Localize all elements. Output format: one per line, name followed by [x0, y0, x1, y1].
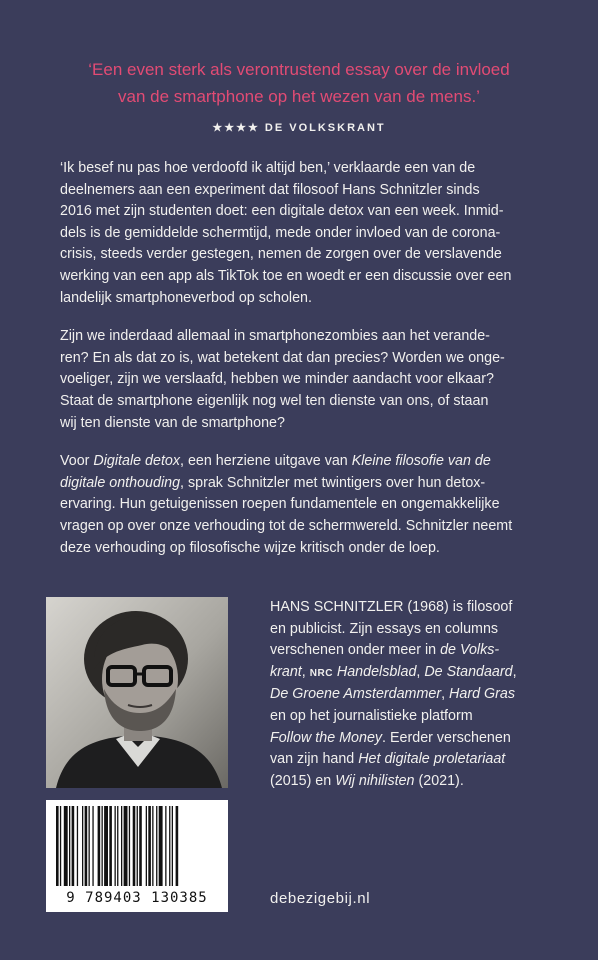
text-run: , een herziene uitgave van	[180, 453, 352, 470]
rating-stars-icon: ★★★★	[212, 122, 260, 134]
barcode-bar	[82, 806, 83, 886]
barcode-bar	[92, 806, 93, 886]
barcode-bar	[85, 806, 88, 886]
barcode-bar	[89, 806, 90, 886]
text-line: landelijk smartphoneverbod op scholen.	[60, 289, 312, 306]
barcode-bar	[172, 806, 173, 886]
barcode-bar	[104, 806, 108, 886]
text-line: HANS SCHNITZLER (1968) is filosoof	[270, 599, 513, 615]
text-run: , sprak Schnitzler met twintigers over hun detox-	[180, 474, 486, 491]
text-run: ,	[416, 663, 425, 680]
publication-title: krant	[270, 663, 302, 680]
publication-title: Hard Gras	[449, 686, 515, 703]
blurb-paragraph-2	[60, 326, 560, 434]
barcode-bar	[139, 806, 142, 886]
barcode-bar	[133, 806, 136, 886]
text-line: wij ten dienste van de smartphone?	[60, 414, 285, 431]
text-line: werking van een app als TikTok toe en woedt er een discussie over een	[60, 267, 512, 284]
text-line	[270, 684, 570, 706]
barcode-bar	[60, 806, 61, 886]
publication-title: de Volks-	[440, 642, 500, 659]
barcode-bar	[156, 806, 157, 886]
text-run: verschenen onder meer in	[270, 642, 441, 659]
author-bio	[270, 597, 570, 792]
review-rating	[0, 121, 598, 134]
text-line: vragen op over onze verhouding tot de schermwereld. Schnitzler neemt	[60, 517, 513, 534]
barcode-bar	[165, 806, 166, 886]
barcode-bar	[124, 806, 128, 886]
text-line: dels is de gemiddelde schermtijd, mede onder invloed van de corona-	[60, 224, 501, 241]
blurb	[60, 158, 560, 576]
text-line	[270, 771, 570, 793]
barcode-bar	[137, 806, 138, 886]
publisher-website[interactable]: debezigebij.nl	[270, 890, 371, 907]
text-line	[60, 451, 560, 473]
barcode-bar	[98, 806, 101, 886]
isbn-barcode	[46, 800, 228, 912]
text-run: van zijn hand	[270, 751, 359, 768]
text-run: (2015) en	[270, 772, 336, 789]
text-line: crisis, steeds verder gestegen, nemen de zorgen over de verslavende	[60, 246, 502, 263]
text-run: Voor	[60, 453, 94, 470]
blurb-paragraph-3	[60, 451, 560, 559]
publication-title: Follow the Money	[270, 729, 383, 746]
barcode-bar	[148, 806, 151, 886]
barcode-bar	[121, 806, 122, 886]
publication-title: De Groene Amsterdammer	[270, 686, 442, 703]
text-run: . Eerder verschenen	[382, 729, 511, 746]
barcode-bar	[152, 806, 153, 886]
barcode-bar	[159, 806, 163, 886]
isbn-number: 9 789403 130385	[66, 890, 208, 906]
barcode-bar	[146, 806, 147, 886]
text-line: voeliger, zijn we verslaafd, hebben we minder aandacht voor elkaar?	[60, 371, 494, 388]
text-line: en publicist. Zijn essays en columns	[270, 620, 499, 637]
text-line: ‘Ik besef nu pas hoe verdoofd ik altijd ben,’ verklaarde een van de	[60, 160, 476, 176]
barcode-bar	[64, 806, 68, 886]
author-portrait-image	[46, 597, 228, 788]
publication-title: De Standaard	[424, 663, 513, 680]
press-quote-line: van de smartphone op het wezen van de mens.’	[118, 87, 480, 106]
text-line	[270, 749, 570, 771]
text-line: deelnemers aan een experiment dat filosoof Hans Schnitzler sinds	[60, 181, 480, 198]
text-line: ervaring. Hun getuigenissen roepen fundamentele en ongemakkelijke	[60, 496, 500, 513]
text-line: Zijn we inderdaad allemaal in smartphonezombies aan het verande-	[60, 328, 490, 345]
text-run: ,	[512, 663, 517, 680]
book-title: Kleine filosofie van de	[351, 453, 491, 470]
barcode-bar	[77, 806, 78, 886]
barcode-bar	[102, 806, 103, 886]
text-line	[60, 473, 560, 495]
book-title: Digitale detox	[93, 453, 181, 470]
press-quote-line: ‘Een even sterk als verontrustend essay over de invloed	[88, 60, 510, 79]
book-title: Wij nihilisten	[335, 772, 415, 789]
text-line	[270, 640, 570, 662]
barcode-bar	[117, 806, 118, 886]
barcode-bar	[56, 806, 59, 886]
review-source: DE VOLKSKRANT	[264, 122, 386, 134]
text-line: 2016 met zijn studenten doet: een digitale detox van een week. Inmid-	[60, 203, 504, 220]
text-line: ren? En als dat zo is, wat betekent dat dan precies? Worden we onge-	[60, 349, 505, 366]
barcode-bar	[69, 806, 70, 886]
publication-title: Handelsblad	[336, 663, 417, 680]
text-line: deze verhouding op filosofische wijze kritisch onder de loep.	[60, 539, 440, 556]
barcode-bar	[169, 806, 170, 886]
text-run: ,	[441, 686, 450, 703]
book-title: digitale onthouding	[60, 474, 181, 491]
text-line	[270, 728, 570, 750]
barcode-bar	[109, 806, 112, 886]
author-photo	[46, 597, 228, 788]
press-quote	[40, 56, 558, 110]
blurb-paragraph-1	[60, 158, 560, 309]
text-line: Staat de smartphone eigenlijk nog wel ten dienste van ons, of staan	[60, 392, 489, 409]
barcode-bar	[176, 806, 179, 886]
book-title: Het digitale proletariaat	[358, 751, 506, 768]
barcode-bar	[72, 806, 75, 886]
text-line: en op het journalistieke platform	[270, 707, 473, 724]
text-run: ,	[301, 663, 310, 680]
text-line	[270, 662, 570, 685]
barcode-bar	[115, 806, 116, 886]
publication-title: NRC	[309, 667, 333, 679]
barcode-bar	[129, 806, 130, 886]
text-run: (2021).	[414, 772, 464, 789]
